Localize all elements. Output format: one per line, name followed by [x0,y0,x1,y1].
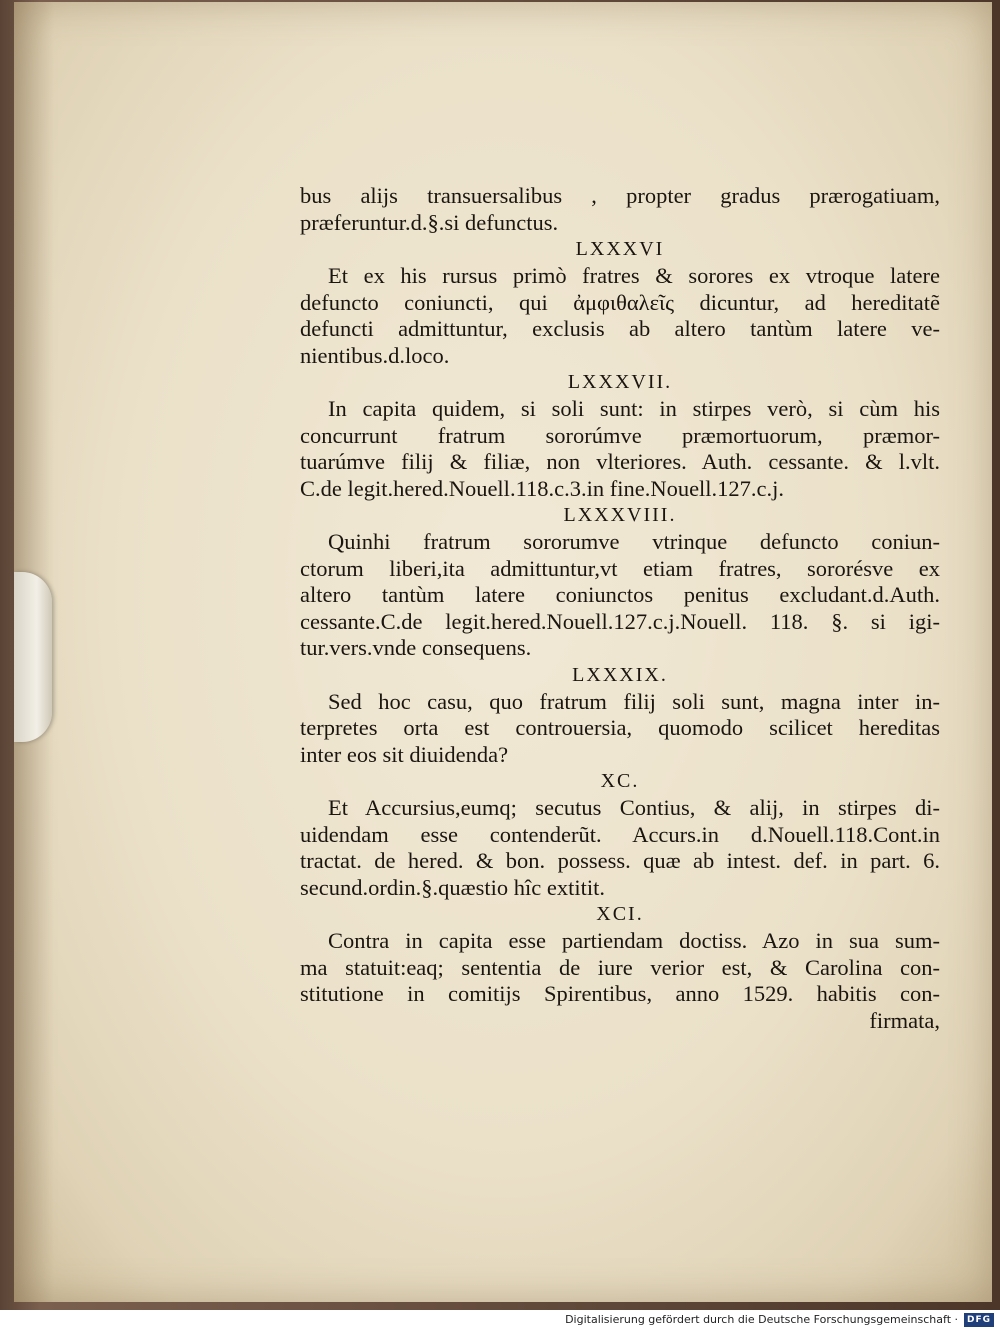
text-line: defuncti admittuntur, exclusis ab altero tantùm latere ve- [300,316,940,341]
section-number: XCI. [596,903,644,925]
section-number: XC. [600,770,640,792]
text-line: inter eos sit diuidenda? [300,741,509,767]
text-line: Quinhi fratrum sororumve vtrinque defuncto coniun- [328,529,940,554]
page-text-block [300,183,940,1034]
text-line: concurrunt fratrum sororúmve præmortuorum, præmor- [300,422,940,448]
text-line: tuarúmve filij & filiæ, non vlteriores. Auth. cessante. & l.vlt. [300,449,940,474]
text-line: defuncto coniuncti, qui ἀμφιθαλεῖς dicuntur, ad hereditatẽ [300,289,940,315]
page-clip [14,572,52,742]
text-line: altero tantùm latere coniunctos penitus excludant.d.Auth. [300,582,940,607]
text-line: tractat. de hered. & bon. possess. quæ ab intest. def. in part. 6. [300,848,940,873]
text-line: cessante.C.de legit.hered.Nouell.127.c.j.Nouell. 118. §. si igi- [300,608,940,634]
text-line: stitutione in comitijs Spirentibus, anno 1529. habitis con- [300,981,940,1006]
text-line: Et ex his rursus primò fratres & sorores ex vtroque latere [328,263,940,288]
text-line: ctorum liberi,ita admittuntur,vt etiam fratres, sororésve ex [300,555,940,581]
section-number: LXXXVII. [567,371,673,393]
text-line: firmata, [869,1007,940,1033]
text-line: secund.ordin.§.quæstio hîc extitit. [300,874,605,900]
footer-bar [0,1310,1000,1330]
text-line: C.de legit.hered.Nouell.118.c.3.in fine.Nouell.127.c.j. [300,475,785,501]
text-line: nientibus.d.loco. [300,342,450,368]
text-line: præferuntur.d.§.si defunctus. [300,209,559,235]
text-line: ma statuit:eaq; sententia de iure verior est, & Carolina con- [300,954,940,980]
section-number: LXXXVIII. [563,504,677,526]
text-line: uidendam esse contenderũt. Accurs.in d.Nouell.118.Cont.in [300,821,940,847]
text-line: bus alijs transuersalibus , propter gradus prærogatiuam, [300,183,940,208]
dfg-logo: DFG [964,1313,994,1327]
footer-credit: Digitalisierung gefördert durch die Deutsche Forschungsgemeinschaft · [565,1313,958,1326]
text-line: In capita quidem, si soli sunt: in stirpes verò, si cùm his [328,396,940,421]
text-line: terpretes orta est controuersia, quomodo scilicet hereditas [300,715,940,740]
text-line: tur.vers.vnde consequens. [300,635,532,660]
text-line: Contra in capita esse partiendam doctiss. Azo in sua sum- [328,928,940,953]
text-line: Sed hoc casu, quo fratrum filij soli sunt, magna inter in- [328,688,940,714]
section-number: LXXXVI [575,238,665,260]
text-line: Et Accursius,eumq; secutus Contius, & alij, in stirpes di- [328,795,940,820]
section-number: LXXXIX. [572,663,668,686]
